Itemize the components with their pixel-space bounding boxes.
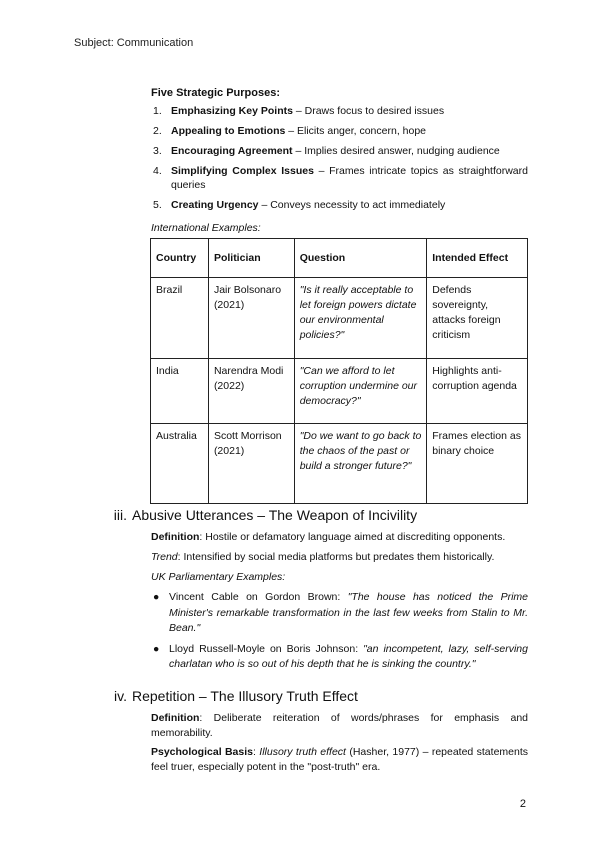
table-row [151,278,528,359]
section-heading-iv [103,688,358,704]
document-header: Subject: Communication [74,37,194,49]
cell-effect: Highlights anti-corruption agenda [427,359,528,424]
purpose-number: 1. [153,105,162,117]
cell-politician: Jair Bolsonaro (2021) [208,278,294,359]
header-intended-effect: Intended Effect [427,239,528,278]
psych-separator: : [253,746,260,758]
purpose-text: – Draws focus to desired issues [292,105,445,117]
cell-effect: Defends sovereignty, attacks foreign criticism [427,278,528,359]
bullet-icon: ● [153,642,160,655]
international-examples-label: International Examples: [151,222,261,234]
psych-label: Psychological Basis [151,746,253,758]
example-quote: "The house has noticed the Prime Minister's remarkable transformation in the last few weeks from Stalin to Mr. Bean." [169,591,528,634]
list-item [151,642,528,673]
purpose-item [151,124,528,138]
international-examples-table [150,238,528,504]
table-row [151,424,528,504]
purpose-term: Simplifying Complex Issues [171,165,314,177]
psych-text: (Hasher, 1977) – repeated statements feel truer, especially potent in the "post-truth" era. [151,746,528,773]
definition-text: : Deliberate reiteration of words/phrases for emphasis and memorability. [151,712,528,739]
psych-term: Illusory truth effect [259,746,346,758]
purposes-title: Five Strategic Purposes: [151,87,280,99]
section-title: Repetition – The Illusory Truth Effect [132,688,358,704]
purposes-list [151,104,528,218]
cell-question: "Do we want to go back to the chaos of the past or build a stronger future?" [294,424,427,504]
purpose-number: 3. [153,145,162,157]
purpose-number: 2. [153,125,162,137]
uk-examples-label [151,570,528,585]
header-question: Question [294,239,427,278]
cell-country: Brazil [151,278,209,359]
cell-country: India [151,359,209,424]
purpose-item [151,104,528,118]
definition-label: Definition [151,712,200,724]
purpose-item [151,164,528,192]
purpose-term: Appealing to Emotions [171,125,286,137]
table-row [151,359,528,424]
purpose-text: – Frames intricate topics as straightforward queries [171,165,528,191]
cell-politician: Scott Morrison (2021) [208,424,294,504]
cell-question: "Is it really acceptable to let foreign powers dictate our environmental policies?" [294,278,427,359]
purpose-number: 4. [153,165,162,177]
definition-paragraph [151,530,528,545]
uk-examples-text: UK Parliamentary Examples: [151,571,286,583]
cell-country: Australia [151,424,209,504]
section-title: Abusive Utterances – The Weapon of Incivility [132,507,418,523]
header-country: Country [151,239,209,278]
purpose-text: – Implies desired answer, nudging audience [292,145,500,157]
section-heading-iii [103,507,417,523]
example-quote: "an incompetent, lazy, self-serving charlatan who is so out of his depth that he is sinking the country." [169,642,528,670]
header-politician: Politician [208,239,294,278]
page-number: 2 [519,798,526,810]
purpose-text: – Elicits anger, concern, hope [285,125,427,137]
purpose-term: Emphasizing Key Points [171,105,293,117]
definition-label: Definition [151,531,200,543]
purpose-item [151,198,528,212]
uk-examples-list [151,590,528,678]
list-item [151,590,528,637]
trend-paragraph [151,550,528,565]
trend-text: : Intensified by social media platforms but predates them historically. [177,551,495,563]
trend-label: Trend [151,551,178,563]
purpose-term: Encouraging Agreement [171,145,293,157]
cell-question: "Can we afford to let corruption undermine our democracy?" [294,359,427,424]
purpose-item [151,144,528,158]
psychological-basis-paragraph [151,745,528,775]
definition-paragraph [151,711,528,741]
cell-effect: Frames election as binary choice [427,424,528,504]
example-speaker: Vincent Cable on Gordon Brown: [169,591,348,603]
purpose-number: 5. [153,199,162,211]
section-number: iv. [114,688,127,704]
purpose-term: Creating Urgency [171,199,259,211]
section-number: iii. [113,507,127,523]
table-header-row [151,239,528,278]
bullet-icon: ● [153,591,160,603]
cell-politician: Narendra Modi (2022) [208,359,294,424]
example-speaker: Lloyd Russell-Moyle on Boris Johnson: [169,642,364,655]
purpose-text: – Conveys necessity to act immediately [258,199,446,211]
definition-text: : Hostile or defamatory language aimed at discrediting opponents. [199,531,506,543]
